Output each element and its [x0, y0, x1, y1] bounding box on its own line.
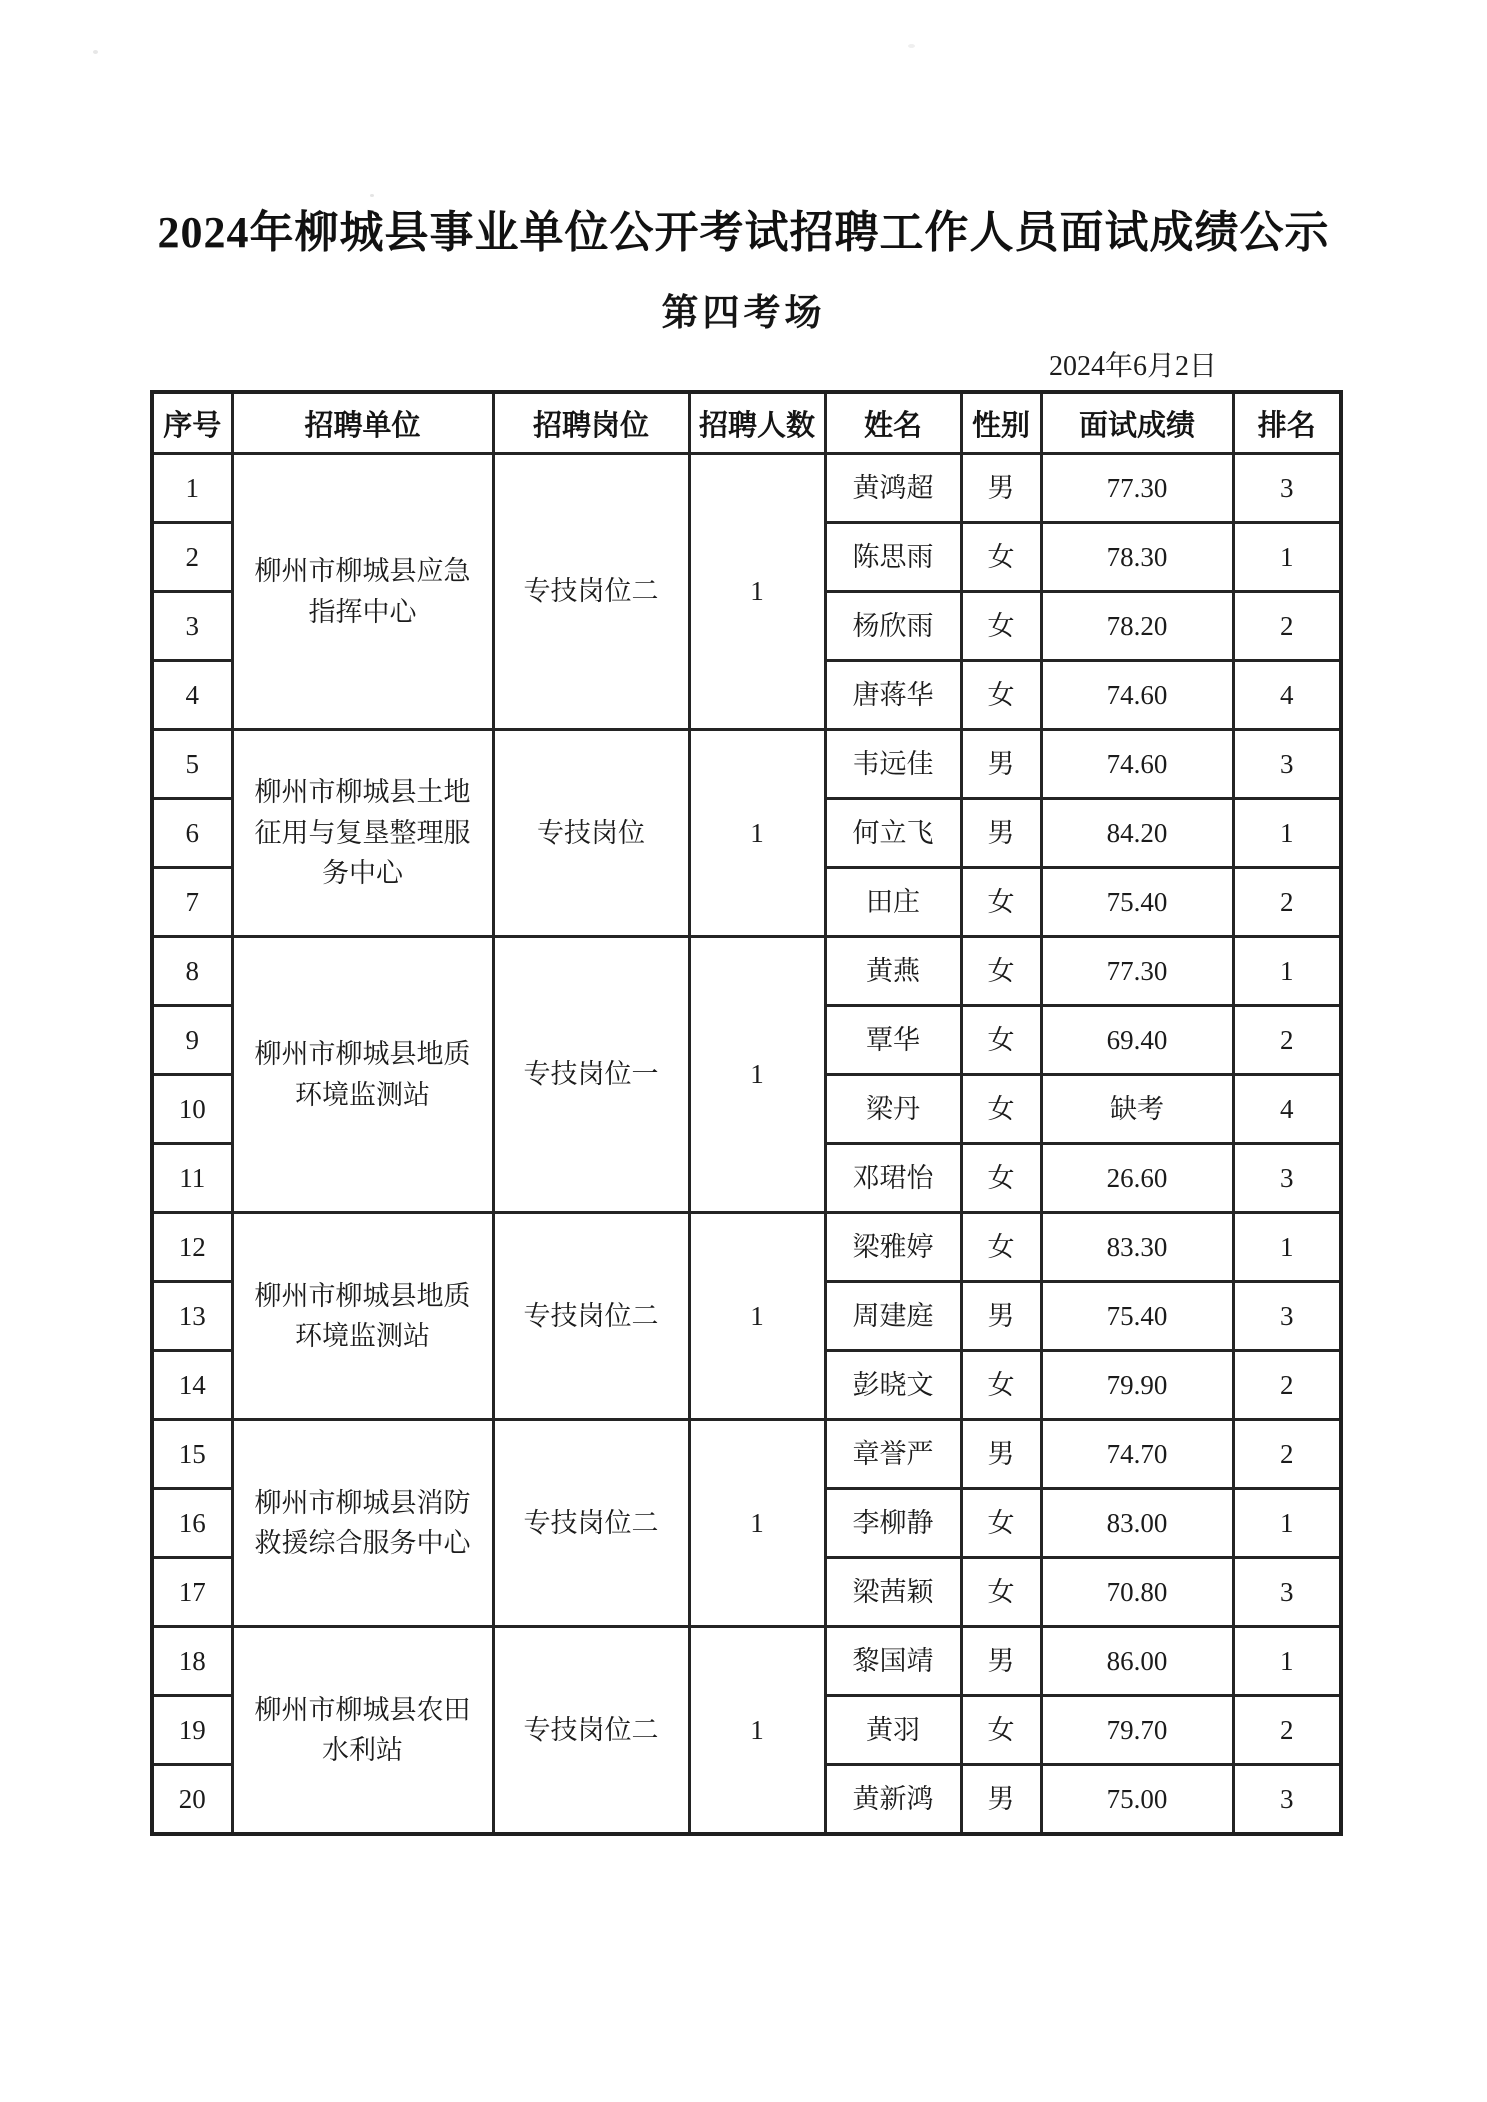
name-cell: 彭晓文	[825, 1351, 961, 1420]
score-cell: 74.60	[1041, 730, 1233, 799]
row-number-cell: 9	[152, 1006, 232, 1075]
score-cell: 79.70	[1041, 1696, 1233, 1765]
score-cell: 缺考	[1041, 1075, 1233, 1144]
position-cell: 专技岗位二	[493, 1420, 689, 1627]
gender-cell: 女	[961, 868, 1041, 937]
rank-cell: 1	[1233, 937, 1341, 1006]
gender-cell: 女	[961, 1558, 1041, 1627]
gender-cell: 男	[961, 730, 1041, 799]
table-row	[152, 1627, 1341, 1696]
name-cell: 田庄	[825, 868, 961, 937]
row-number-cell: 12	[152, 1213, 232, 1282]
name-cell: 黄羽	[825, 1696, 961, 1765]
gender-cell: 女	[961, 592, 1041, 661]
name-cell: 杨欣雨	[825, 592, 961, 661]
score-cell: 78.30	[1041, 523, 1233, 592]
score-cell: 69.40	[1041, 1006, 1233, 1075]
row-number-cell: 10	[152, 1075, 232, 1144]
gender-cell: 女	[961, 523, 1041, 592]
row-number-cell: 5	[152, 730, 232, 799]
scan-artifact	[370, 194, 374, 197]
position-cell: 专技岗位二	[493, 1627, 689, 1835]
scan-artifact	[93, 50, 98, 54]
name-cell: 邓珺怡	[825, 1144, 961, 1213]
rank-cell: 2	[1233, 1696, 1341, 1765]
rank-cell: 3	[1233, 730, 1341, 799]
scan-artifact	[908, 44, 915, 48]
page-title: 2024年柳城县事业单位公开考试招聘工作人员面试成绩公示	[157, 208, 1330, 257]
row-number-cell: 13	[152, 1282, 232, 1351]
header-cell-score: 面试成绩	[1041, 392, 1233, 454]
rank-cell: 2	[1233, 1006, 1341, 1075]
gender-cell: 男	[961, 1627, 1041, 1696]
row-number-cell: 7	[152, 868, 232, 937]
rank-cell: 4	[1233, 661, 1341, 730]
rank-cell: 3	[1233, 454, 1341, 523]
score-table-body	[152, 454, 1341, 1835]
row-number-cell: 14	[152, 1351, 232, 1420]
gender-cell: 女	[961, 1075, 1041, 1144]
score-cell: 77.30	[1041, 937, 1233, 1006]
score-cell: 74.70	[1041, 1420, 1233, 1489]
row-number-cell: 4	[152, 661, 232, 730]
score-cell: 70.80	[1041, 1558, 1233, 1627]
row-number-cell: 18	[152, 1627, 232, 1696]
table-row	[152, 454, 1341, 523]
count-cell: 1	[689, 730, 825, 937]
rank-cell: 2	[1233, 1351, 1341, 1420]
exam-room-subtitle: 第四考场	[661, 293, 826, 334]
score-cell: 77.30	[1041, 454, 1233, 523]
row-number-cell: 6	[152, 799, 232, 868]
name-cell: 陈思雨	[825, 523, 961, 592]
row-number-cell: 19	[152, 1696, 232, 1765]
table-row	[152, 730, 1341, 799]
row-number-cell: 2	[152, 523, 232, 592]
score-cell: 83.30	[1041, 1213, 1233, 1282]
rank-cell: 3	[1233, 1765, 1341, 1835]
score-table	[150, 390, 1343, 1836]
score-cell: 83.00	[1041, 1489, 1233, 1558]
header-cell-gender: 性别	[961, 392, 1041, 454]
header-cell-count: 招聘人数	[689, 392, 825, 454]
position-cell: 专技岗位二	[493, 1213, 689, 1420]
count-cell: 1	[689, 1420, 825, 1627]
rank-cell: 1	[1233, 523, 1341, 592]
rank-cell: 1	[1233, 1627, 1341, 1696]
name-cell: 梁雅婷	[825, 1213, 961, 1282]
position-cell: 专技岗位一	[493, 937, 689, 1213]
table-row	[152, 937, 1341, 1006]
rank-cell: 2	[1233, 592, 1341, 661]
name-cell: 黄鸿超	[825, 454, 961, 523]
gender-cell: 男	[961, 454, 1041, 523]
score-cell: 75.40	[1041, 868, 1233, 937]
row-number-cell: 8	[152, 937, 232, 1006]
score-cell: 79.90	[1041, 1351, 1233, 1420]
unit-cell: 柳州市柳城县农田水利站	[232, 1627, 493, 1835]
header-row	[152, 392, 1341, 454]
unit-cell: 柳州市柳城县地质环境监测站	[232, 1213, 493, 1420]
row-number-cell: 16	[152, 1489, 232, 1558]
header-cell-position: 招聘岗位	[493, 392, 689, 454]
score-cell: 75.00	[1041, 1765, 1233, 1835]
name-cell: 黄新鸿	[825, 1765, 961, 1835]
row-number-cell: 20	[152, 1765, 232, 1835]
rank-cell: 2	[1233, 868, 1341, 937]
position-cell: 专技岗位二	[493, 454, 689, 730]
gender-cell: 男	[961, 1282, 1041, 1351]
name-cell: 梁茜颖	[825, 1558, 961, 1627]
count-cell: 1	[689, 454, 825, 730]
gender-cell: 男	[961, 799, 1041, 868]
gender-cell: 女	[961, 1144, 1041, 1213]
row-number-cell: 3	[152, 592, 232, 661]
name-cell: 李柳静	[825, 1489, 961, 1558]
score-cell: 75.40	[1041, 1282, 1233, 1351]
score-cell: 26.60	[1041, 1144, 1233, 1213]
score-cell: 78.20	[1041, 592, 1233, 661]
name-cell: 黎国靖	[825, 1627, 961, 1696]
gender-cell: 女	[961, 937, 1041, 1006]
unit-cell: 柳州市柳城县土地征用与复垦整理服务中心	[232, 730, 493, 937]
gender-cell: 女	[961, 1351, 1041, 1420]
gender-cell: 女	[961, 1006, 1041, 1075]
rank-cell: 3	[1233, 1558, 1341, 1627]
row-number-cell: 1	[152, 454, 232, 523]
score-cell: 84.20	[1041, 799, 1233, 868]
name-cell: 黄燕	[825, 937, 961, 1006]
publish-date: 2024年6月2日	[1048, 351, 1217, 382]
name-cell: 覃华	[825, 1006, 961, 1075]
rank-cell: 2	[1233, 1420, 1341, 1489]
header-cell-name: 姓名	[825, 392, 961, 454]
gender-cell: 女	[961, 1213, 1041, 1282]
count-cell: 1	[689, 1213, 825, 1420]
name-cell: 何立飞	[825, 799, 961, 868]
position-cell: 专技岗位	[493, 730, 689, 937]
header-cell-no: 序号	[152, 392, 232, 454]
unit-cell: 柳州市柳城县消防救援综合服务中心	[232, 1420, 493, 1627]
table-header	[152, 392, 1341, 454]
name-cell: 梁丹	[825, 1075, 961, 1144]
count-cell: 1	[689, 937, 825, 1213]
rank-cell: 1	[1233, 1213, 1341, 1282]
row-number-cell: 15	[152, 1420, 232, 1489]
gender-cell: 女	[961, 1489, 1041, 1558]
rank-cell: 1	[1233, 1489, 1341, 1558]
table-row	[152, 1420, 1341, 1489]
row-number-cell: 17	[152, 1558, 232, 1627]
gender-cell: 男	[961, 1765, 1041, 1835]
name-cell: 韦远佳	[825, 730, 961, 799]
rank-cell: 4	[1233, 1075, 1341, 1144]
count-cell: 1	[689, 1627, 825, 1835]
name-cell: 章誉严	[825, 1420, 961, 1489]
unit-cell: 柳州市柳城县应急指挥中心	[232, 454, 493, 730]
table-row	[152, 1213, 1341, 1282]
gender-cell: 女	[961, 1696, 1041, 1765]
gender-cell: 女	[961, 661, 1041, 730]
row-number-cell: 11	[152, 1144, 232, 1213]
header-cell-unit: 招聘单位	[232, 392, 493, 454]
name-cell: 唐蒋华	[825, 661, 961, 730]
rank-cell: 3	[1233, 1144, 1341, 1213]
score-cell: 86.00	[1041, 1627, 1233, 1696]
rank-cell: 1	[1233, 799, 1341, 868]
gender-cell: 男	[961, 1420, 1041, 1489]
header-cell-rank: 排名	[1233, 392, 1341, 454]
score-cell: 74.60	[1041, 661, 1233, 730]
name-cell: 周建庭	[825, 1282, 961, 1351]
unit-cell: 柳州市柳城县地质环境监测站	[232, 937, 493, 1213]
rank-cell: 3	[1233, 1282, 1341, 1351]
